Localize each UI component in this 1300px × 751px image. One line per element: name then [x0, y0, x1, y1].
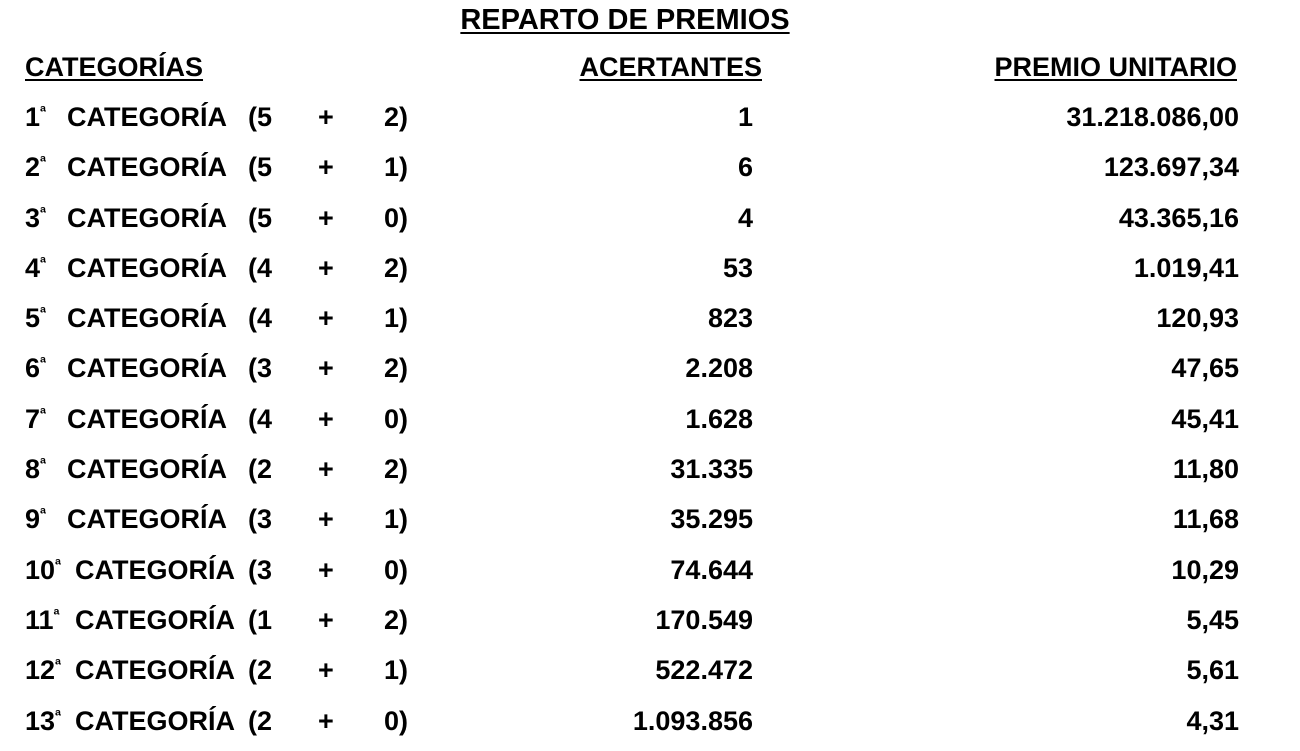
premio-unitario-value: 4,31	[1186, 705, 1239, 736]
column-header-premio-unitario: PREMIO UNITARIO	[994, 52, 1237, 82]
premio-unitario-value: 45,41	[1171, 403, 1239, 434]
category-star-numbers: 2)	[384, 353, 409, 384]
ordinal-indicator: ª	[55, 555, 62, 574]
category-number: 8	[25, 454, 41, 485]
premio-unitario-value: 47,65	[1171, 353, 1239, 384]
category-number: 3	[25, 202, 41, 233]
prize-table	[0, 97, 1300, 751]
category-ordinal	[25, 399, 46, 439]
table-row	[0, 147, 1300, 197]
category-number: 1	[25, 102, 41, 132]
table-row	[0, 399, 1300, 449]
ordinal-indicator: ª	[40, 404, 47, 423]
premio-unitario-value: 123.697,34	[1103, 152, 1239, 183]
ordinal-indicator: ª	[40, 203, 47, 222]
table-row	[0, 198, 1300, 248]
column-header-acertantes: ACERTANTES	[579, 52, 762, 82]
acertantes-value: 31.335	[670, 454, 753, 485]
acertantes-value: 522.472	[655, 655, 753, 686]
category-number: 9	[25, 504, 41, 535]
category-main-numbers: (5	[248, 102, 273, 132]
category-label: CATEGORÍA	[67, 353, 227, 384]
category-number: 11	[25, 604, 54, 635]
table-row	[0, 449, 1300, 499]
plus-sign: +	[318, 705, 334, 736]
acertantes-value: 4	[737, 202, 753, 233]
table-row	[0, 97, 1300, 147]
category-label: CATEGORÍA	[75, 655, 235, 686]
category-number: 13	[25, 705, 56, 736]
category-main-numbers: (5	[248, 152, 273, 183]
premio-unitario-value: 10,29	[1171, 554, 1239, 585]
category-label: CATEGORÍA	[67, 403, 227, 434]
plus-sign: +	[318, 604, 334, 635]
premio-unitario-value: 43.365,16	[1118, 202, 1239, 233]
acertantes-value: 1.093.856	[632, 705, 753, 736]
category-star-numbers: 1)	[384, 504, 409, 535]
category-ordinal	[25, 298, 46, 338]
category-main-numbers: (4	[248, 252, 273, 283]
ordinal-indicator: ª	[40, 455, 47, 474]
acertantes-value: 6	[737, 152, 753, 183]
plus-sign: +	[318, 152, 334, 183]
table-row	[0, 348, 1300, 398]
category-ordinal	[25, 650, 61, 690]
premio-unitario-value: 31.218.086,00	[1066, 102, 1239, 132]
category-number: 4	[25, 252, 41, 283]
acertantes-value: 2.208	[685, 353, 753, 384]
category-star-numbers: 2)	[384, 252, 409, 283]
ordinal-indicator: ª	[40, 354, 47, 373]
premio-unitario-value: 5,45	[1186, 604, 1239, 635]
category-label: CATEGORÍA	[67, 454, 227, 485]
category-label: CATEGORÍA	[67, 252, 227, 283]
category-star-numbers: 1)	[384, 303, 409, 334]
ordinal-indicator: ª	[53, 606, 60, 625]
category-label: CATEGORÍA	[75, 554, 235, 585]
plus-sign: +	[318, 403, 334, 434]
category-label: CATEGORÍA	[67, 202, 227, 233]
premio-unitario-value: 11,80	[1172, 454, 1239, 485]
category-main-numbers: (2	[248, 655, 273, 686]
category-ordinal	[25, 248, 46, 288]
category-star-numbers: 0)	[384, 554, 409, 585]
category-star-numbers: 0)	[384, 705, 409, 736]
category-star-numbers: 1)	[384, 152, 409, 183]
plus-sign: +	[318, 504, 334, 535]
category-ordinal	[25, 198, 46, 238]
plus-sign: +	[318, 353, 334, 384]
category-ordinal	[25, 550, 61, 590]
category-ordinal	[25, 600, 60, 640]
ordinal-indicator: ª	[55, 706, 62, 725]
acertantes-value: 53	[722, 252, 753, 283]
acertantes-value: 74.644	[670, 554, 753, 585]
ordinal-indicator: ª	[40, 153, 47, 172]
plus-sign: +	[318, 202, 334, 233]
ordinal-indicator: ª	[40, 103, 47, 122]
category-ordinal	[25, 701, 61, 741]
category-ordinal	[25, 499, 46, 539]
acertantes-value: 35.295	[670, 504, 753, 535]
premio-unitario-value: 120,93	[1156, 303, 1239, 334]
category-main-numbers: (2	[248, 454, 273, 485]
acertantes-value: 1.628	[685, 403, 753, 434]
ordinal-indicator: ª	[40, 253, 47, 272]
category-number: 12	[25, 655, 56, 686]
category-label: CATEGORÍA	[67, 303, 227, 334]
category-star-numbers: 0)	[384, 202, 409, 233]
category-label: CATEGORÍA	[67, 504, 227, 535]
category-ordinal	[25, 449, 46, 489]
category-ordinal	[25, 147, 46, 187]
category-main-numbers: (5	[248, 202, 273, 233]
category-main-numbers: (4	[248, 303, 273, 334]
category-label: CATEGORÍA	[67, 152, 227, 183]
category-label: CATEGORÍA	[75, 604, 235, 635]
ordinal-indicator: ª	[40, 304, 47, 323]
acertantes-value: 1	[737, 102, 753, 132]
acertantes-value: 170.549	[655, 604, 753, 635]
category-number: 6	[25, 353, 41, 384]
category-star-numbers: 0)	[384, 403, 409, 434]
premio-unitario-value: 11,68	[1172, 504, 1239, 535]
category-number: 7	[25, 403, 41, 434]
category-star-numbers: 1)	[384, 655, 409, 686]
acertantes-value: 823	[707, 303, 753, 334]
category-main-numbers: (1	[248, 604, 273, 635]
page-title: REPARTO DE PREMIOS	[460, 4, 790, 36]
category-main-numbers: (2	[248, 705, 273, 736]
table-row	[0, 650, 1300, 700]
table-row	[0, 499, 1300, 549]
category-star-numbers: 2)	[384, 454, 409, 485]
table-row	[0, 248, 1300, 298]
category-main-numbers: (3	[248, 554, 273, 585]
premio-unitario-value: 5,61	[1186, 655, 1239, 686]
plus-sign: +	[318, 655, 334, 686]
category-ordinal	[25, 348, 46, 388]
ordinal-indicator: ª	[55, 656, 62, 675]
table-row	[0, 298, 1300, 348]
category-number: 10	[25, 554, 56, 585]
table-row	[0, 600, 1300, 650]
category-number: 2	[25, 152, 41, 183]
category-main-numbers: (3	[248, 353, 273, 384]
category-star-numbers: 2)	[384, 102, 409, 132]
category-main-numbers: (3	[248, 504, 273, 535]
category-ordinal	[25, 97, 46, 137]
plus-sign: +	[318, 303, 334, 334]
table-row	[0, 701, 1300, 751]
category-number: 5	[25, 303, 41, 334]
category-label: CATEGORÍA	[75, 705, 235, 736]
table-row	[0, 550, 1300, 600]
plus-sign: +	[318, 554, 334, 585]
ordinal-indicator: ª	[40, 505, 47, 524]
premio-unitario-value: 1.019,41	[1133, 252, 1239, 283]
category-main-numbers: (4	[248, 403, 273, 434]
plus-sign: +	[318, 454, 334, 485]
plus-sign: +	[318, 252, 334, 283]
category-label: CATEGORÍA	[67, 102, 227, 132]
plus-sign: +	[318, 102, 334, 132]
category-star-numbers: 2)	[384, 604, 409, 635]
column-header-categorias: CATEGORÍAS	[25, 52, 204, 82]
